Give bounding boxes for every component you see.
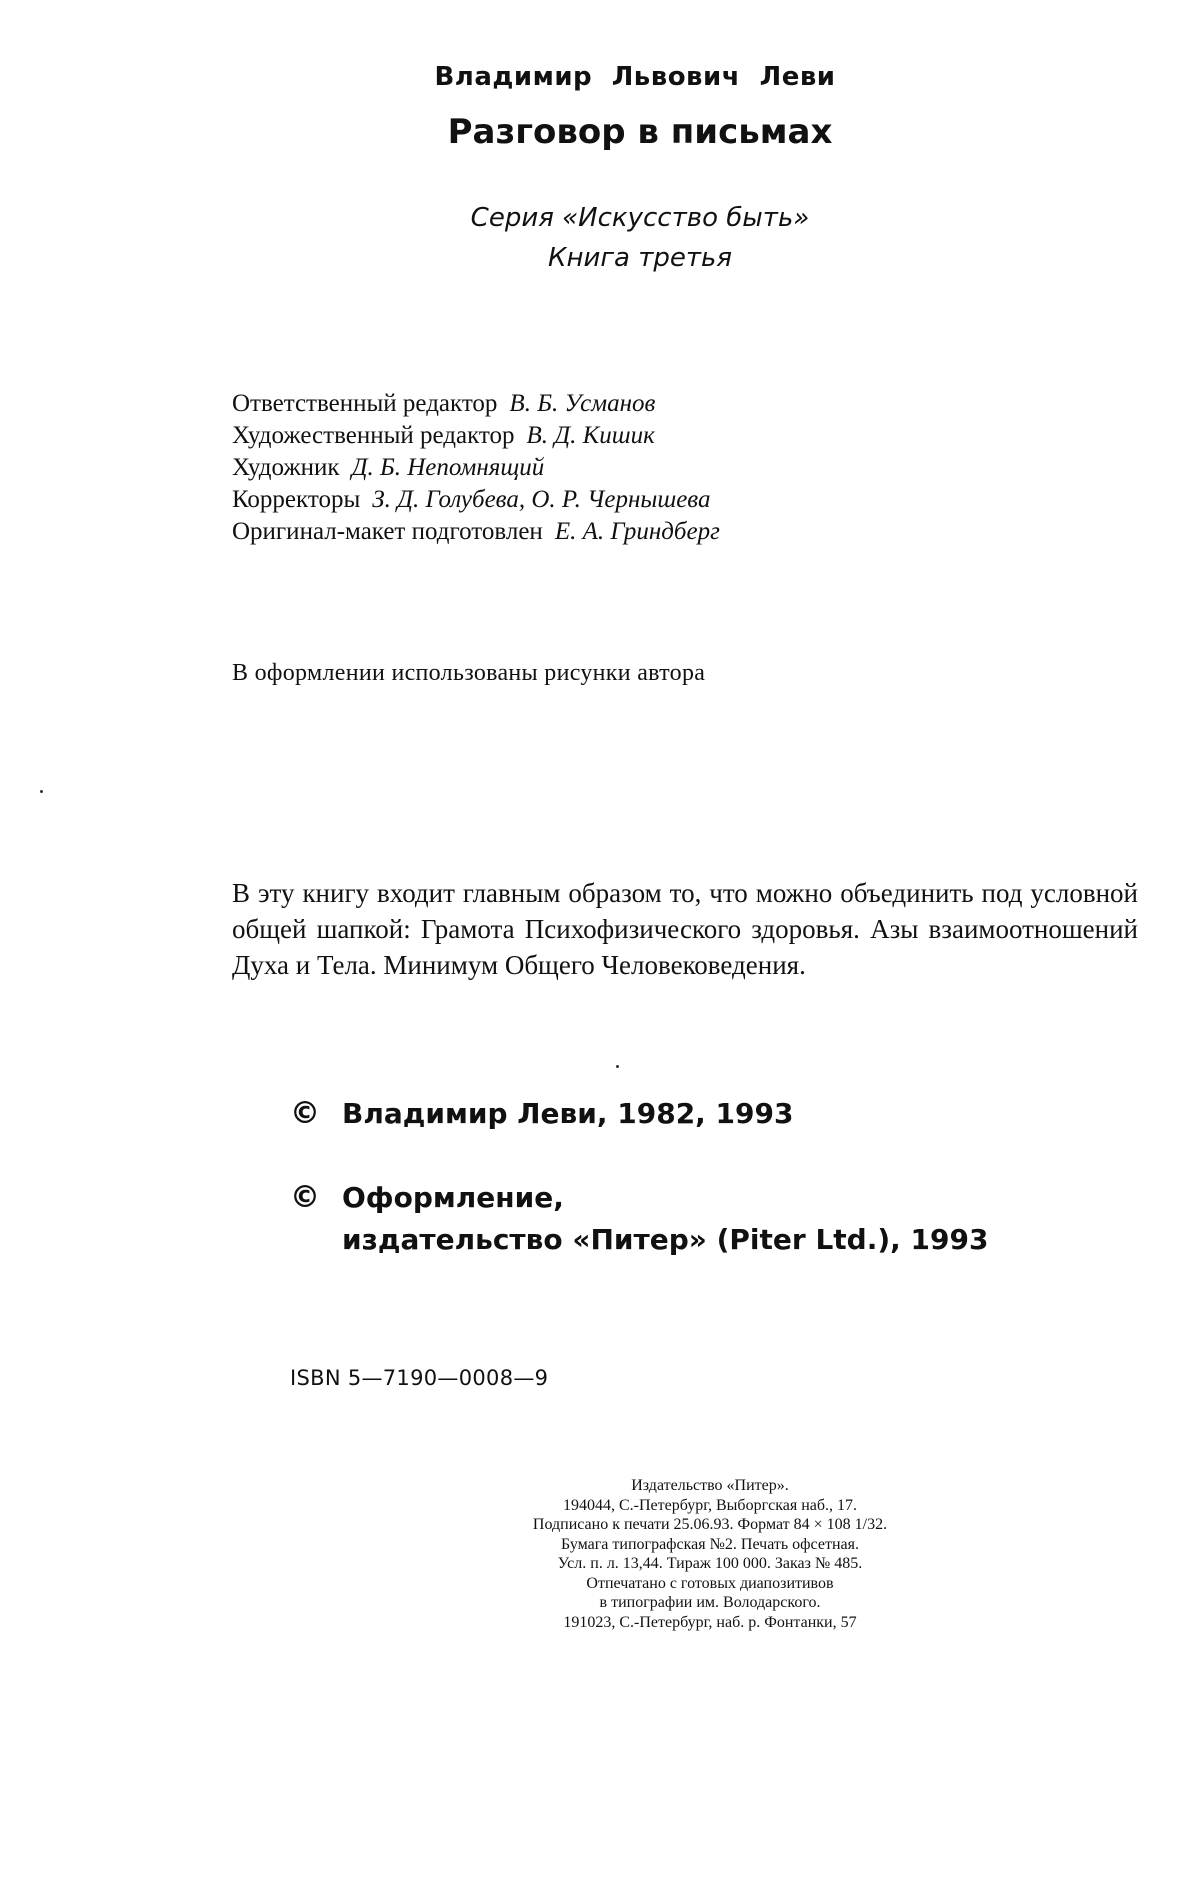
copyright-line: издательство «Питер» (Piter Ltd.), 1993	[342, 1223, 989, 1256]
author-name: Владимир Львович Леви	[434, 62, 836, 92]
imprint-line: Издательство «Питер».	[631, 1477, 789, 1494]
imprint-line: в типографии им. Володарского.	[599, 1594, 821, 1611]
copyright-line: Оформление,	[342, 1181, 564, 1214]
series-line: Серия «Искусство быть»	[470, 203, 810, 233]
credit-role: Корректоры	[232, 486, 361, 513]
imprint-line: 194044, С.-Петербург, Выборгская наб., 17.	[562, 1496, 858, 1514]
credit-row	[232, 388, 720, 420]
credit-row	[232, 452, 720, 484]
imprint-line: 191023, С.-Петербург, наб. р. Фонтанки, 57	[563, 1613, 857, 1631]
copyright-icon: ©	[290, 1180, 320, 1215]
imprint-line: Подписано к печати 25.06.93. Формат 84 × 108 1/32.	[532, 1516, 888, 1533]
imprint-line: Бумага типографская №2. Печать офсетная.	[561, 1535, 859, 1553]
book-number-line: Книга третья	[548, 243, 732, 273]
imprint-block	[380, 1476, 1040, 1632]
annotation-paragraph: В эту книгу входит главным образом то, что можно объединить под условной общей шапкой: Грамота Психофизического здоровья. Азы взаимоотношений Духа и Тела. Минимум Общего Человековедения.	[232, 878, 1138, 980]
copyright-line: Владимир Леви, 1982, 1993	[342, 1097, 794, 1130]
stray-mark	[616, 1065, 619, 1068]
copyright-icon: ©	[290, 1096, 320, 1131]
credit-role: Художник	[232, 454, 340, 481]
credit-row	[232, 420, 720, 452]
credit-row	[232, 484, 720, 516]
credit-role: Оригинал-макет подготовлен	[232, 518, 543, 545]
copyright-design	[290, 1177, 988, 1261]
credit-name: Е. А. Гриндберг	[554, 518, 720, 545]
design-note: В оформлении использованы рисунки автора	[232, 660, 706, 686]
book-title: Разговор в письмах	[447, 112, 833, 152]
isbn: ISBN 5—7190—0008—9	[290, 1366, 549, 1390]
credit-name: Д. Б. Непомнящий	[351, 454, 545, 481]
credit-role: Ответственный редактор	[232, 390, 498, 417]
credit-role: Художественный редактор	[232, 422, 515, 449]
credit-name: З. Д. Голубева, О. Р. Чернышева	[372, 486, 711, 513]
copyright-author	[290, 1093, 794, 1135]
credit-row	[232, 516, 720, 548]
imprint-line: Отпечатано с готовых диапозитивов	[586, 1574, 834, 1592]
credit-name: В. Б. Усманов	[509, 390, 656, 417]
credit-name: В. Д. Кишик	[526, 422, 655, 449]
imprint-line: Усл. п. л. 13,44. Тираж 100 000. Заказ № 485.	[557, 1555, 863, 1572]
credits-list	[232, 388, 720, 548]
series-block	[0, 198, 1200, 278]
stray-mark	[40, 790, 43, 793]
